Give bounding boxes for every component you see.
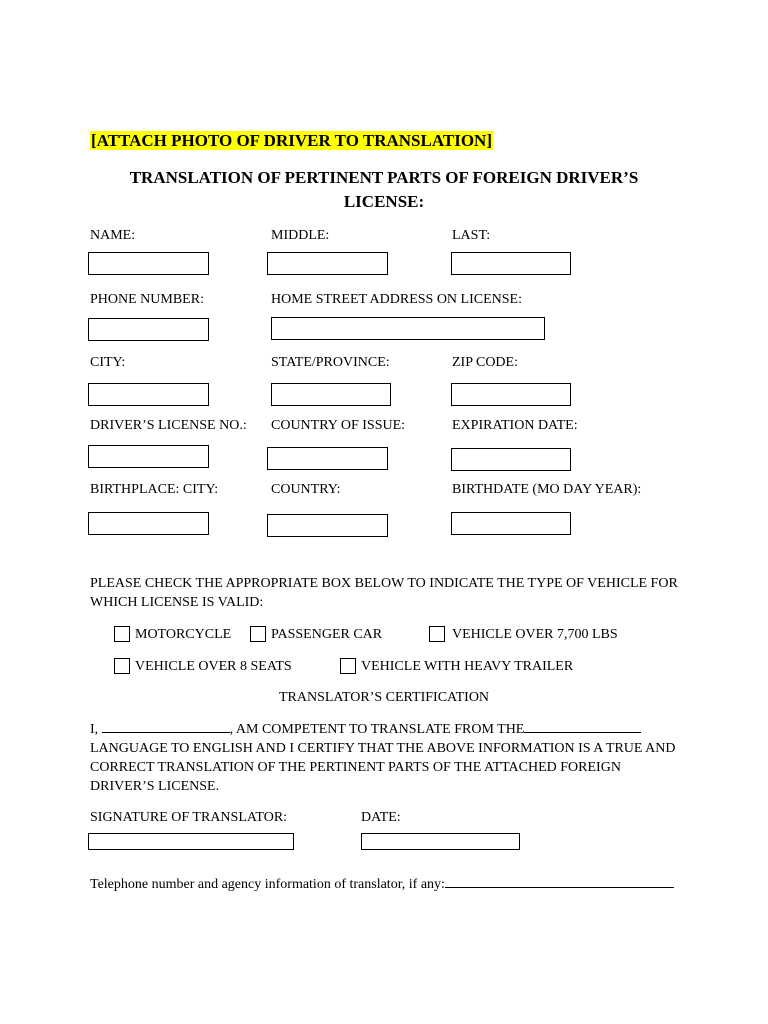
zip-label: ZIP CODE: [452, 355, 518, 370]
source-language-blank[interactable] [524, 720, 641, 733]
certification-line2: LANGUAGE TO ENGLISH AND I CERTIFY THAT THE ABOVE INFORMATION IS A TRUE AND [90, 741, 676, 756]
certification-line3: CORRECT TRANSLATION OF THE PERTINENT PARTS OF THE ATTACHED FOREIGN [90, 760, 621, 775]
country-of-issue-field[interactable] [267, 447, 388, 470]
license-no-field[interactable] [88, 445, 209, 468]
certification-line4: DRIVER’S LICENSE. [90, 779, 220, 794]
vehicle-instructions [90, 574, 678, 612]
attach-photo-text: [ATTACH PHOTO OF DRIVER TO TRANSLATION] [91, 131, 492, 150]
certification-line1 [90, 720, 690, 739]
signature-field[interactable] [88, 833, 294, 850]
birthplace-city-label: BIRTHPLACE: CITY: [90, 482, 219, 497]
middle-name-field[interactable] [267, 252, 388, 275]
vehicle-over-8-seats-checkbox[interactable] [114, 658, 130, 674]
birth-country-label: COUNTRY: [271, 482, 341, 497]
motorcycle-checkbox[interactable] [114, 626, 130, 642]
expiration-date-field[interactable] [451, 448, 571, 471]
date-label: DATE: [361, 810, 401, 825]
birthdate-field[interactable] [451, 512, 571, 535]
form-title-line1: TRANSLATION OF PERTINENT PARTS OF FOREIGN DRIVER’S [129, 168, 639, 187]
passenger-car-checkbox[interactable] [250, 626, 266, 642]
telephone-agency-blank[interactable] [445, 875, 674, 888]
city-label: CITY: [90, 355, 126, 370]
cert-i-text: I, [90, 722, 99, 737]
city-field[interactable] [88, 383, 209, 406]
birthplace-city-field[interactable] [88, 512, 209, 535]
address-label: HOME STREET ADDRESS ON LICENSE: [271, 292, 522, 307]
passenger-car-label: PASSENGER CAR [271, 627, 383, 642]
zip-field[interactable] [451, 383, 571, 406]
form-title-line2: LICENSE: [343, 192, 425, 211]
translator-name-blank[interactable] [102, 720, 230, 733]
certification-paragraph [90, 720, 690, 796]
translator-certification-heading: TRANSLATOR’S CERTIFICATION [278, 690, 490, 705]
date-field[interactable] [361, 833, 520, 850]
phone-label: PHONE NUMBER: [90, 292, 204, 307]
form-title [0, 166, 768, 214]
vehicle-over-8-seats-label: VEHICLE OVER 8 SEATS [135, 659, 292, 674]
birthdate-label: BIRTHDATE (MO DAY YEAR): [452, 482, 642, 497]
first-name-field[interactable] [88, 252, 209, 275]
cert-competent-text: , AM COMPETENT TO TRANSLATE FROM THE [229, 722, 525, 737]
middle-label: MIDDLE: [271, 228, 330, 243]
last-name-field[interactable] [451, 252, 571, 275]
vehicle-instructions-line1: PLEASE CHECK THE APPROPRIATE BOX BELOW TO INDICATE THE TYPE OF VEHICLE FOR [90, 576, 678, 591]
signature-label: SIGNATURE OF TRANSLATOR: [90, 810, 288, 825]
vehicle-over-7700-checkbox[interactable] [429, 626, 445, 642]
heavy-trailer-label: VEHICLE WITH HEAVY TRAILER [361, 659, 574, 674]
telephone-agency-label: Telephone number and agency information of translator, if any: [90, 877, 445, 892]
attach-photo-banner [90, 130, 493, 152]
birth-country-field[interactable] [267, 514, 388, 537]
country-of-issue-label: COUNTRY OF ISSUE: [271, 418, 406, 433]
vehicle-instructions-line2: WHICH LICENSE IS VALID: [90, 595, 264, 610]
heavy-trailer-checkbox[interactable] [340, 658, 356, 674]
address-field[interactable] [271, 317, 545, 340]
expiration-date-label: EXPIRATION DATE: [452, 418, 578, 433]
phone-field[interactable] [88, 318, 209, 341]
state-label: STATE/PROVINCE: [271, 355, 390, 370]
state-field[interactable] [271, 383, 391, 406]
telephone-agency-line [90, 875, 674, 893]
motorcycle-label: MOTORCYCLE [135, 627, 232, 642]
name-label: NAME: [90, 228, 136, 243]
license-no-label: DRIVER’S LICENSE NO.: [90, 418, 247, 433]
vehicle-over-7700-label: VEHICLE OVER 7,700 LBS [452, 627, 618, 642]
last-label: LAST: [452, 228, 491, 243]
